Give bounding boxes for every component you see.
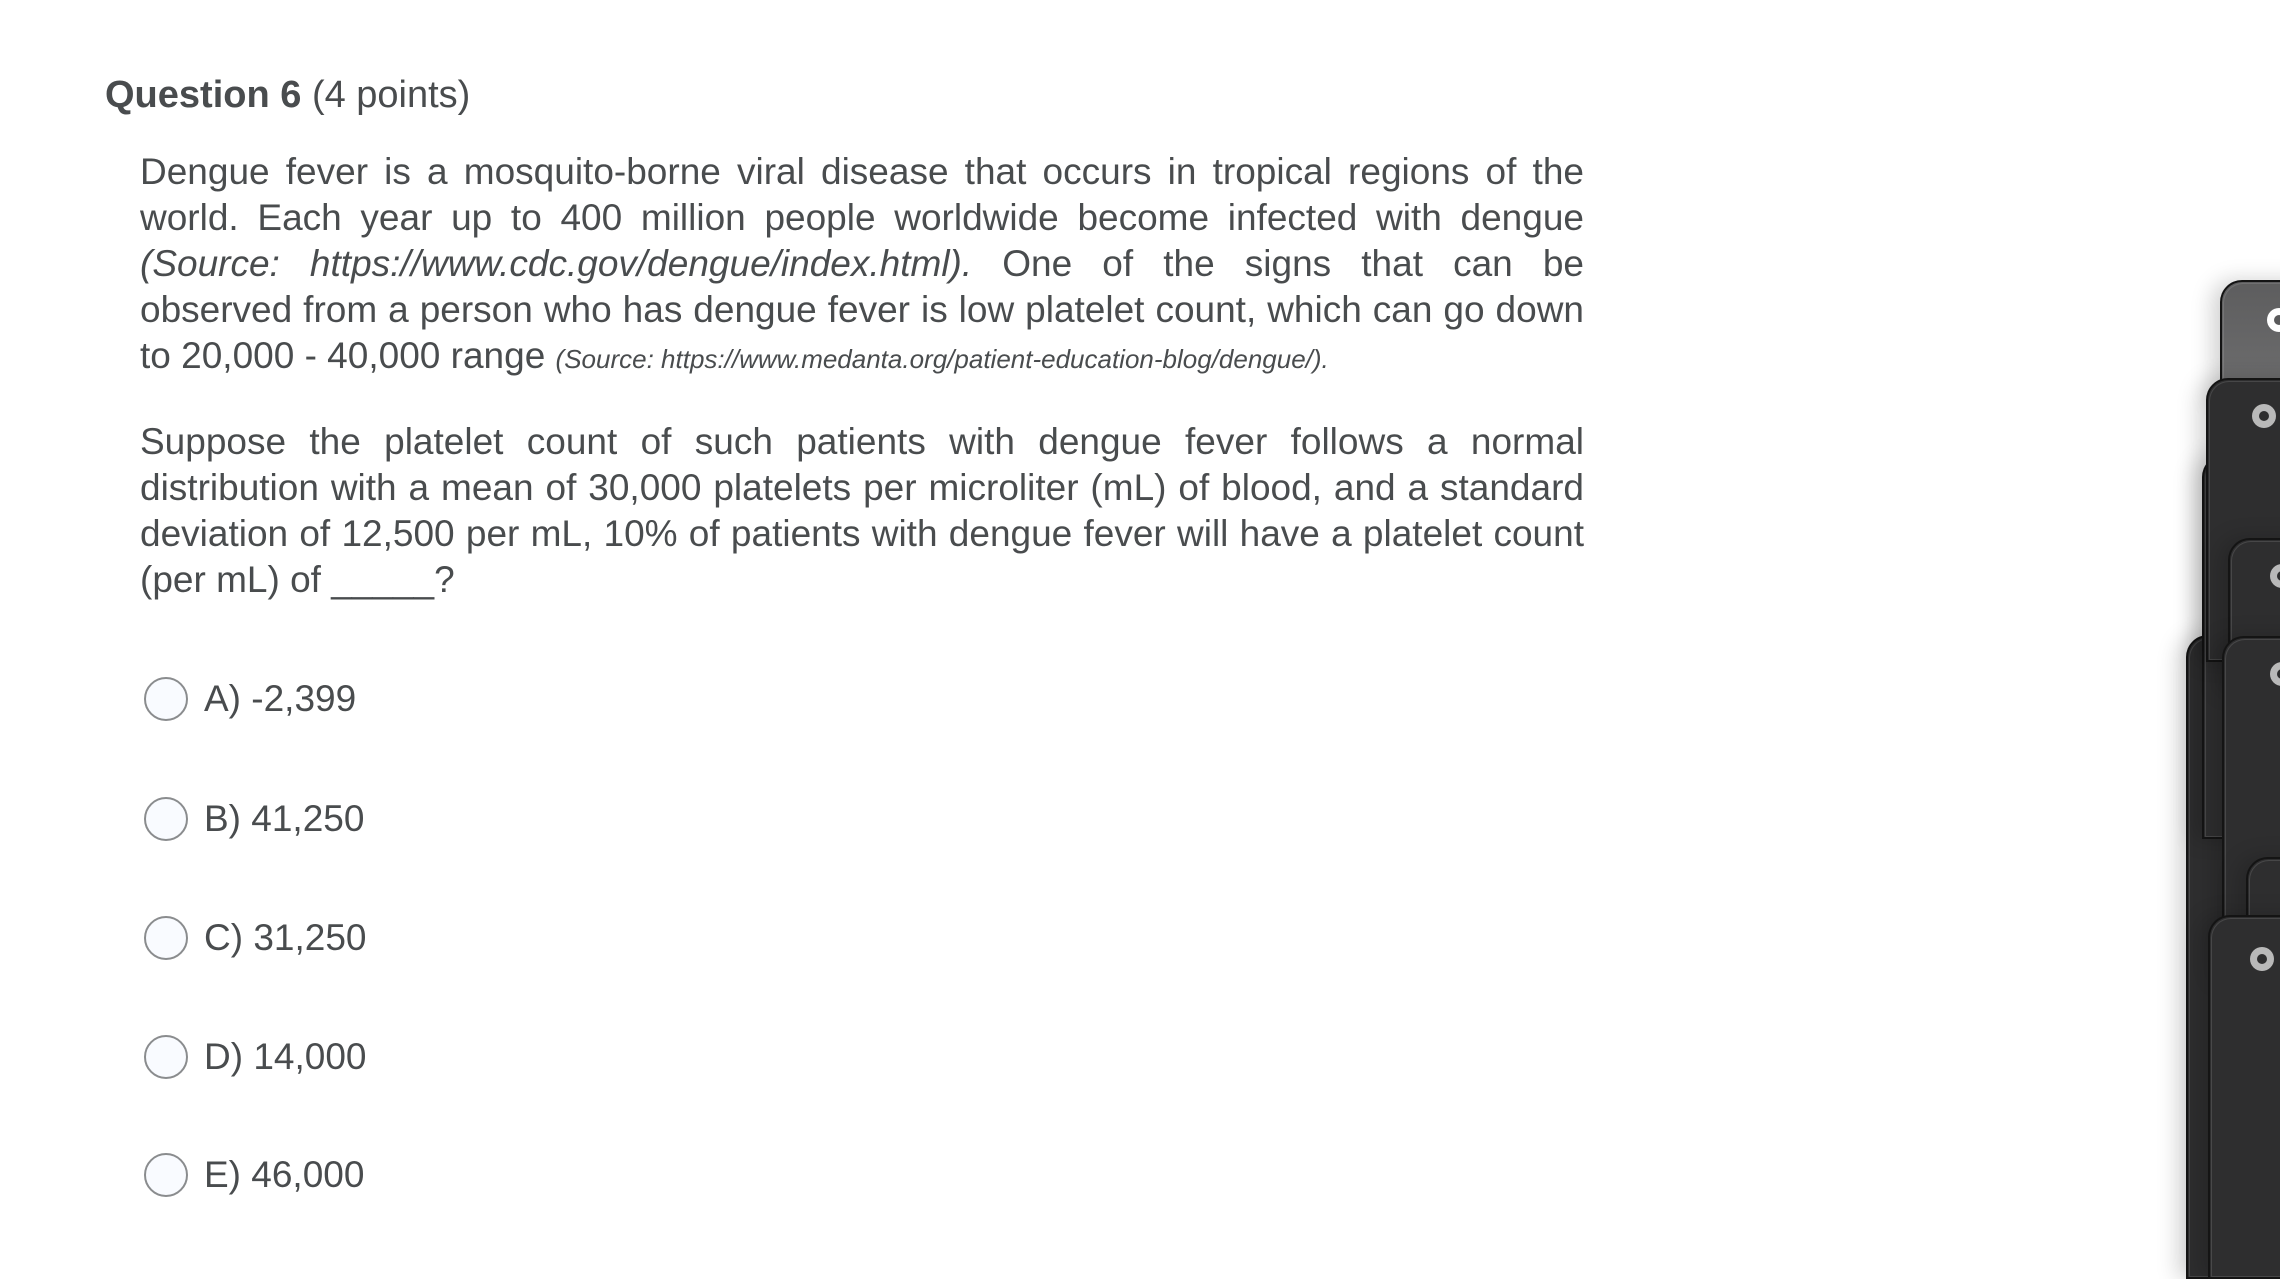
context-text-a: Dengue fever is a mosquito-borne viral disease that occurs in tropical regions of the world. Each year up to 400 million people worldwide become infected with dengue [140, 151, 1584, 238]
option-c[interactable] [144, 913, 367, 963]
context-text-b: One of the signs that can be observed from a person who has dengue fever is low platelet count, which can go down to 20,000 - 40,000 range [140, 243, 1585, 376]
side-panel-stack [2170, 0, 2280, 1261]
radio-button-c[interactable] [144, 916, 188, 960]
option-a-label[interactable]: A) -2,399 [204, 678, 357, 719]
source-citation-medanta: (Source: https://www.medanta.org/patient-education-blog/dengue/). [555, 344, 1329, 374]
option-b[interactable] [144, 794, 364, 844]
radio-button-a[interactable] [144, 677, 188, 721]
radio-button-b[interactable] [144, 797, 188, 841]
option-a[interactable] [144, 674, 356, 724]
panel-edge [2211, 918, 2280, 1277]
question-title [105, 72, 470, 118]
source-citation-cdc: (Source: https://www.cdc.gov/dengue/index.html). [140, 243, 973, 284]
option-d-label[interactable]: D) 14,000 [204, 1036, 367, 1077]
side-panel-6[interactable] [2208, 915, 2280, 1279]
question-number: Question 6 [105, 74, 302, 116]
radio-button-d[interactable] [144, 1035, 188, 1079]
option-c-label[interactable]: C) 31,250 [204, 917, 367, 958]
option-b-label[interactable]: B) 41,250 [204, 798, 365, 839]
question-paragraph-prompt: Suppose the platelet count of such patients with dengue fever follows a normal distribution with a mean of 30,000 platelets per microliter (mL) of blood, and a standard deviation of 12,500 per mL, 10% of patients with dengue fever will have a platelet count (per mL) of _____? [140, 421, 1584, 600]
option-e[interactable] [144, 1150, 364, 1200]
question-body [140, 149, 1584, 603]
ring-dot-icon[interactable] [2252, 404, 2276, 428]
ring-dot-icon[interactable] [2250, 947, 2274, 971]
option-d[interactable] [144, 1032, 367, 1082]
question-points: (4 points) [311, 74, 471, 116]
option-e-label[interactable]: E) 46,000 [204, 1154, 365, 1195]
radio-button-e[interactable] [144, 1153, 188, 1197]
question-paragraph-context [140, 149, 1584, 382]
